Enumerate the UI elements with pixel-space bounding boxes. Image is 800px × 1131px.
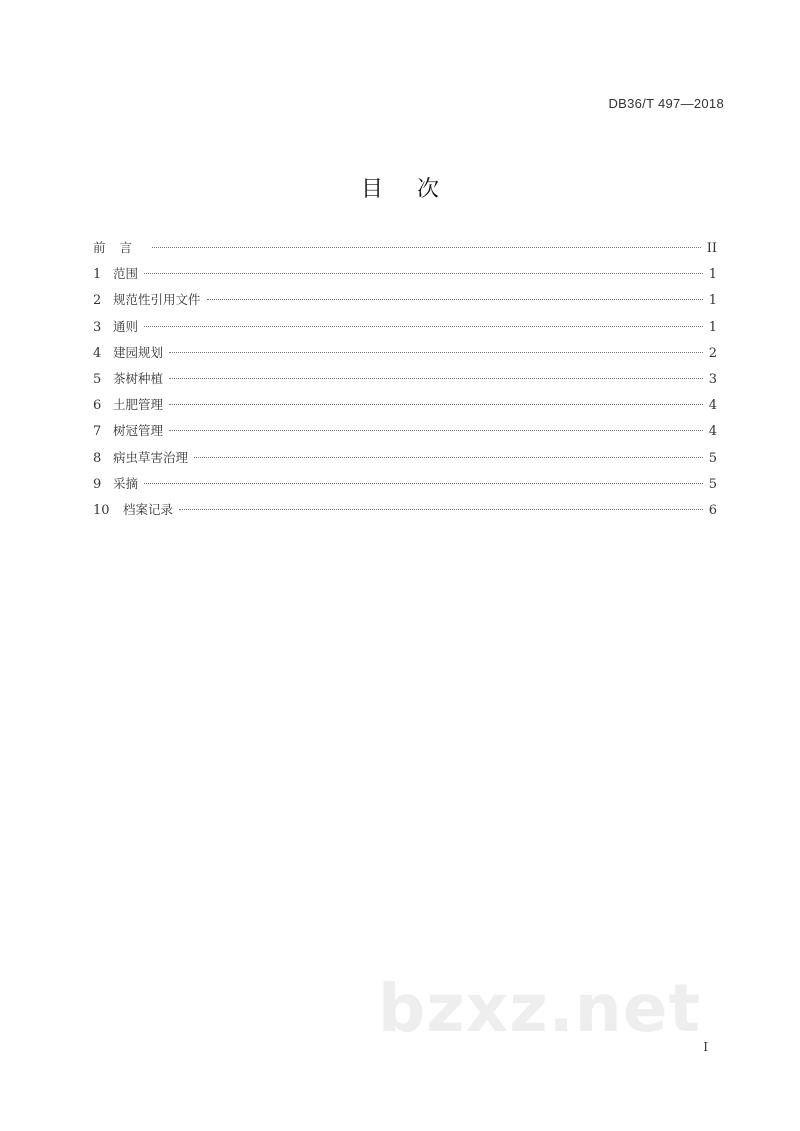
toc-entry-label: 通则: [113, 318, 139, 334]
toc-entry-number: 2: [93, 293, 102, 309]
toc-entry-number: 4: [93, 345, 102, 361]
toc-entry-6[interactable]: [93, 395, 717, 421]
toc-entry-number: 3: [93, 319, 102, 335]
table-of-contents: [93, 238, 717, 526]
toc-entry-label: 树冠管理: [113, 423, 164, 439]
toc-entry-number: 6: [93, 398, 102, 414]
toc-entry-9[interactable]: [93, 474, 717, 500]
toc-entry-4[interactable]: [93, 343, 717, 369]
toc-entry-label: 规范性引用文件: [113, 292, 201, 308]
toc-entry-label: 采摘: [113, 475, 139, 491]
toc-entry-label: 范围: [113, 266, 139, 282]
toc-leader-dots: [152, 247, 701, 248]
toc-entry-3[interactable]: [93, 317, 717, 343]
toc-entry-number: 9: [93, 476, 102, 492]
toc-entry-page: 2: [708, 345, 717, 361]
toc-entry-page: 1: [708, 319, 717, 335]
toc-entry-number: 1: [93, 267, 102, 283]
toc-entry-number: 10: [93, 502, 110, 518]
toc-entry-page: 1: [708, 293, 717, 309]
page-number: I: [703, 1040, 708, 1054]
toc-leader-dots: [169, 378, 703, 379]
toc-entry-8[interactable]: [93, 448, 717, 474]
toc-entry-page: II: [706, 241, 717, 256]
toc-leader-dots: [144, 273, 703, 274]
toc-entry-page: 1: [708, 267, 717, 283]
toc-leader-dots: [169, 430, 703, 431]
toc-entry-5[interactable]: [93, 369, 717, 395]
toc-entry-label: 前言: [93, 240, 147, 255]
toc-entry-number: 7: [93, 424, 102, 440]
toc-leader-dots: [169, 352, 703, 353]
toc-leader-dots: [144, 326, 703, 327]
toc-entry-2[interactable]: [93, 290, 717, 316]
toc-entry-page: 5: [708, 450, 717, 466]
toc-entry-label: 档案记录: [123, 501, 174, 517]
toc-entry-number: 8: [93, 450, 102, 466]
toc-entry-page: 4: [708, 424, 717, 440]
toc-entry-label: 病虫草害治理: [113, 449, 189, 465]
toc-entry-label: 建园规划: [113, 344, 164, 360]
toc-entry-foreword[interactable]: [93, 238, 717, 264]
toc-leader-dots: [169, 404, 703, 405]
toc-entry-page: 4: [708, 398, 717, 414]
page-title: 目次: [360, 177, 473, 202]
toc-leader-dots: [144, 483, 703, 484]
toc-entry-7[interactable]: [93, 421, 717, 447]
standard-code: DB36/T 497—2018: [608, 96, 724, 111]
toc-leader-dots: [179, 509, 703, 510]
toc-entry-page: 6: [708, 502, 717, 518]
toc-entry-page: 3: [708, 371, 717, 387]
toc-leader-dots: [194, 457, 703, 458]
toc-entry-page: 5: [708, 476, 717, 492]
toc-entry-label: 土肥管理: [113, 397, 164, 413]
toc-leader-dots: [207, 299, 703, 300]
toc-entry-10[interactable]: [93, 500, 717, 526]
toc-entry-label: 茶树种植: [113, 370, 164, 386]
toc-entry-1[interactable]: [93, 264, 717, 290]
toc-entry-number: 5: [93, 371, 102, 387]
watermark: bzxz.net: [378, 970, 702, 1047]
